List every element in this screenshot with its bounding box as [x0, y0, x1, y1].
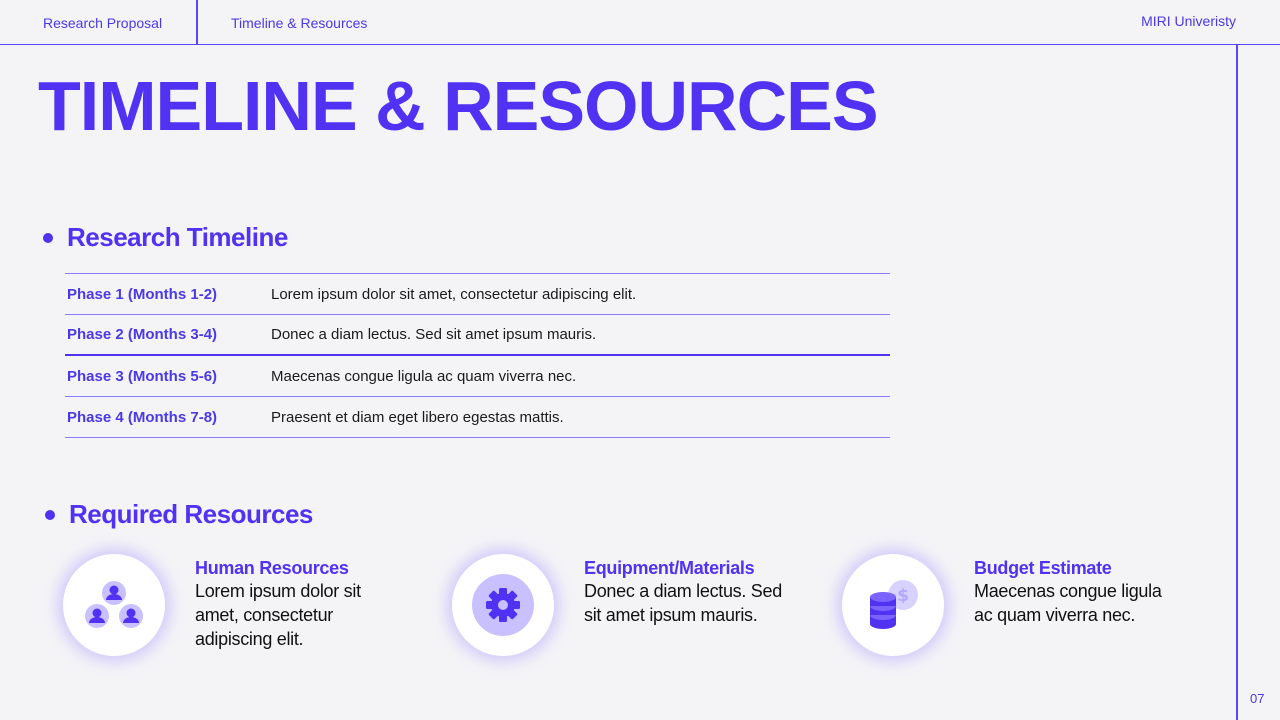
header-divider: [196, 0, 198, 45]
top-bar: [0, 0, 1280, 45]
table-row: [65, 315, 890, 356]
phase-label: Phase 4 (Months 7-8): [67, 408, 218, 426]
timeline-table: [65, 273, 890, 438]
resource-description: Maecenas congue ligula ac quam viverra nec.: [974, 581, 1162, 625]
right-rule: [1236, 45, 1238, 720]
timeline-heading-label: Research Timeline: [67, 222, 288, 252]
breadcrumb-research-proposal[interactable]: Research Proposal: [43, 15, 163, 31]
gear-icon: [452, 554, 554, 656]
phase-description: Donec a diam lectus. Sed sit amet ipsum mauris.: [271, 326, 597, 343]
phase-description: Praesent et diam eget libero egestas mattis.: [271, 408, 564, 426]
phase-label: Phase 2 (Months 3-4): [67, 326, 218, 343]
table-row: [65, 356, 890, 397]
coins-icon: [842, 554, 944, 656]
resources-heading: [45, 499, 313, 530]
phase-description: Maecenas congue ligula ac quam viverra nec.: [271, 367, 577, 385]
page-title: TIMELINE & RESOURCES: [38, 67, 878, 145]
bullet-dot: [45, 510, 55, 520]
resource-title: Equipment/Materials: [584, 558, 755, 578]
svg-text:$: $: [897, 586, 909, 606]
resource-budget: [842, 554, 1174, 656]
resource-title: Human Resources: [195, 558, 349, 578]
phase-label: Phase 1 (Months 1-2): [67, 285, 218, 303]
page-number: 07: [1250, 691, 1265, 706]
resource-equipment: [452, 554, 784, 656]
resource-title: Budget Estimate: [974, 558, 1112, 578]
table-row: [65, 397, 890, 438]
resource-description: Lorem ipsum dolor sit amet, consectetur adipiscing elit.: [195, 581, 361, 649]
resource-human: [63, 554, 395, 656]
organization-name: MIRI Univeristy: [1141, 13, 1236, 29]
bullet-dot: [43, 233, 53, 243]
people-icon: [63, 554, 165, 656]
phase-description: Lorem ipsum dolor sit amet, consectetur adipiscing elit.: [271, 285, 637, 303]
resources-heading-label: Required Resources: [69, 499, 313, 529]
timeline-heading: [43, 222, 288, 253]
resource-description: Donec a diam lectus. Sed sit amet ipsum mauris.: [584, 581, 782, 625]
phase-label: Phase 3 (Months 5-6): [67, 367, 218, 385]
table-row: [65, 274, 890, 315]
breadcrumb-timeline-resources[interactable]: Timeline & Resources: [231, 15, 368, 31]
